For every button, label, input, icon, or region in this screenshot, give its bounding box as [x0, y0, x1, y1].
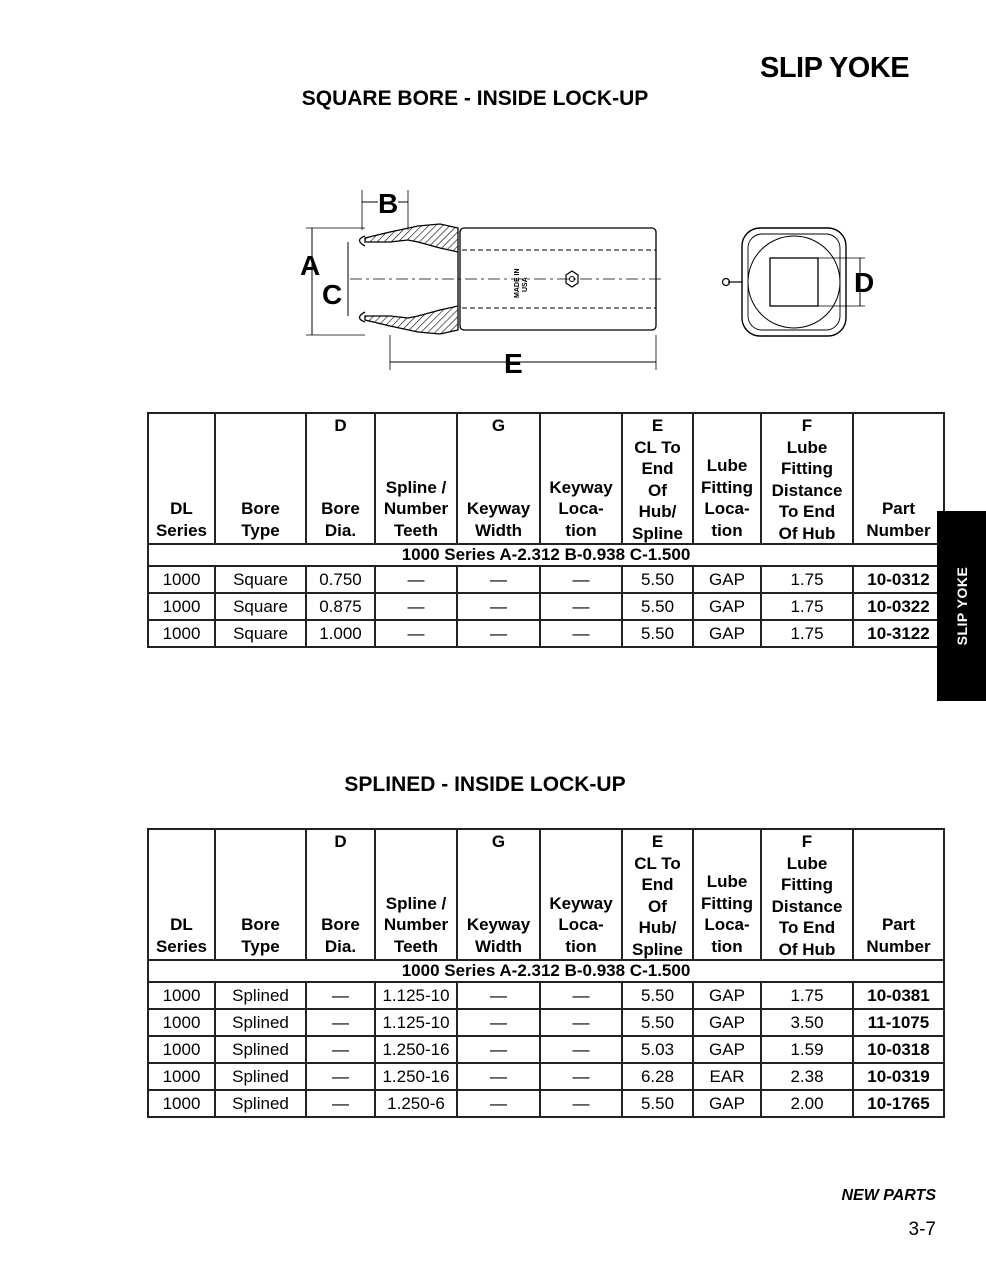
cell-lube-location: GAP — [693, 593, 761, 620]
cell-lube-distance: 2.00 — [761, 1090, 853, 1117]
cell-cl-to-end: 6.28 — [622, 1063, 693, 1090]
cell-cl-to-end: 5.50 — [622, 1009, 693, 1036]
cell-dl-series: 1000 — [148, 1009, 215, 1036]
cell-part-number: 10-0322 — [853, 593, 944, 620]
table-row — [148, 1036, 944, 1063]
cell-keyway-location: — — [540, 1009, 622, 1036]
page-title: SLIP YOKE — [760, 52, 910, 84]
dim-label-e: E — [504, 348, 523, 379]
cell-keyway-location: — — [540, 593, 622, 620]
cell-part-number: 10-0381 — [853, 982, 944, 1009]
series-spec: 1000 Series A-2.312 B-0.938 C-1.500 — [148, 544, 944, 566]
cell-bore-dia: 0.750 — [306, 566, 375, 593]
cell-bore-dia: — — [306, 1036, 375, 1063]
column-header: Bore Type — [215, 413, 306, 544]
cell-lube-distance: 1.75 — [761, 566, 853, 593]
column-header: Part Number — [853, 829, 944, 960]
cell-cl-to-end: 5.50 — [622, 566, 693, 593]
column-header: Bore Type — [215, 829, 306, 960]
series-row — [148, 960, 944, 982]
column-header: Lube Fitting Loca- tion — [693, 829, 761, 960]
cell-keyway-location: — — [540, 620, 622, 647]
column-header: Keyway Loca- tion — [540, 829, 622, 960]
cell-bore-dia: 0.875 — [306, 593, 375, 620]
cell-part-number: 11-1075 — [853, 1009, 944, 1036]
cell-dl-series: 1000 — [148, 1036, 215, 1063]
cell-cl-to-end: 5.03 — [622, 1036, 693, 1063]
upper-ear — [365, 224, 458, 252]
cell-lube-distance: 1.75 — [761, 620, 853, 647]
cell-cl-to-end: 5.50 — [622, 593, 693, 620]
column-header: G Keyway Width — [457, 829, 540, 960]
cell-keyway-width: — — [457, 620, 540, 647]
column-header: F Lube Fitting Distance To End Of Hub — [761, 413, 853, 544]
square-bore — [770, 258, 818, 306]
cell-spline-teeth: 1.125-10 — [375, 1009, 457, 1036]
cell-lube-location: GAP — [693, 982, 761, 1009]
page-number: 3-7 — [908, 1219, 936, 1240]
table-row — [148, 982, 944, 1009]
cell-lube-distance: 1.75 — [761, 982, 853, 1009]
table-row — [148, 1090, 944, 1117]
cell-bore-type: Splined — [215, 1090, 306, 1117]
cell-lube-location: GAP — [693, 1036, 761, 1063]
cell-keyway-width: — — [457, 593, 540, 620]
series-spec: 1000 Series A-2.312 B-0.938 C-1.500 — [148, 960, 944, 982]
cell-bore-dia: — — [306, 1090, 375, 1117]
slip-yoke-diagram — [290, 180, 910, 385]
column-header: Spline / Number Teeth — [375, 413, 457, 544]
cell-bore-dia: — — [306, 982, 375, 1009]
cell-keyway-location: — — [540, 1036, 622, 1063]
cell-keyway-width: — — [457, 1063, 540, 1090]
cell-lube-location: GAP — [693, 1090, 761, 1117]
cell-lube-distance: 1.75 — [761, 593, 853, 620]
cell-bore-dia: 1.000 — [306, 620, 375, 647]
splined-table — [147, 828, 945, 1118]
cell-dl-series: 1000 — [148, 566, 215, 593]
cell-bore-type: Square — [215, 566, 306, 593]
cell-dl-series: 1000 — [148, 620, 215, 647]
lower-ear — [365, 306, 458, 334]
cell-lube-location: GAP — [693, 1009, 761, 1036]
new-parts-note: NEW PARTS — [841, 1187, 936, 1204]
cell-bore-type: Splined — [215, 1036, 306, 1063]
cell-lube-location: GAP — [693, 566, 761, 593]
dim-label-c: C — [322, 279, 343, 310]
cell-keyway-location: — — [540, 566, 622, 593]
dim-label-a: A — [300, 250, 321, 281]
column-header: D Bore Dia. — [306, 829, 375, 960]
column-header: DL Series — [148, 413, 215, 544]
cell-spline-teeth: 1.250-16 — [375, 1036, 457, 1063]
column-header: Keyway Loca- tion — [540, 413, 622, 544]
cell-keyway-width: — — [457, 566, 540, 593]
cell-cl-to-end: 5.50 — [622, 620, 693, 647]
column-header: F Lube Fitting Distance To End Of Hub — [761, 829, 853, 960]
column-header: E CL To End Of Hub/ Spline — [622, 413, 693, 544]
cell-spline-teeth: 1.125-10 — [375, 982, 457, 1009]
slip-yoke-drawing — [290, 180, 910, 380]
cell-part-number: 10-1765 — [853, 1090, 944, 1117]
cell-keyway-width: — — [457, 1009, 540, 1036]
cell-keyway-location: — — [540, 982, 622, 1009]
cell-dl-series: 1000 — [148, 1090, 215, 1117]
made-in-stamp-line2: USA — [522, 277, 529, 292]
cell-spline-teeth: 1.250-16 — [375, 1063, 457, 1090]
series-row — [148, 544, 944, 566]
table-row — [148, 620, 944, 647]
column-header: Lube Fitting Loca- tion — [693, 413, 761, 544]
cell-lube-location: GAP — [693, 620, 761, 647]
side-tab — [937, 511, 986, 701]
cell-spline-teeth: — — [375, 566, 457, 593]
cell-part-number: 10-0319 — [853, 1063, 944, 1090]
cell-dl-series: 1000 — [148, 982, 215, 1009]
cell-keyway-width: — — [457, 982, 540, 1009]
dim-label-b: B — [378, 188, 399, 219]
cell-part-number: 10-0318 — [853, 1036, 944, 1063]
cell-lube-location: EAR — [693, 1063, 761, 1090]
table-row — [148, 1009, 944, 1036]
cell-bore-type: Square — [215, 620, 306, 647]
column-header: D Bore Dia. — [306, 413, 375, 544]
cell-cl-to-end: 5.50 — [622, 1090, 693, 1117]
made-in-stamp-line1: MADE IN — [514, 268, 521, 298]
cell-bore-type: Splined — [215, 1063, 306, 1090]
cell-lube-distance: 1.59 — [761, 1036, 853, 1063]
cell-bore-dia: — — [306, 1009, 375, 1036]
cell-lube-distance: 2.38 — [761, 1063, 853, 1090]
square-bore-table — [147, 412, 945, 648]
cell-part-number: 10-3122 — [853, 620, 944, 647]
table-row — [148, 1063, 944, 1090]
cell-spline-teeth: — — [375, 620, 457, 647]
cell-cl-to-end: 5.50 — [622, 982, 693, 1009]
cell-lube-distance: 3.50 — [761, 1009, 853, 1036]
cell-bore-type: Splined — [215, 982, 306, 1009]
table-row — [148, 593, 944, 620]
cell-bore-type: Square — [215, 593, 306, 620]
end-view-body — [742, 228, 846, 336]
column-header: DL Series — [148, 829, 215, 960]
cell-keyway-width: — — [457, 1090, 540, 1117]
cell-part-number: 10-0312 — [853, 566, 944, 593]
cell-keyway-location: — — [540, 1090, 622, 1117]
table-header-row — [148, 413, 944, 544]
cell-spline-teeth: — — [375, 593, 457, 620]
cell-dl-series: 1000 — [148, 1063, 215, 1090]
table-header-row — [148, 829, 944, 960]
cell-keyway-location: — — [540, 1063, 622, 1090]
column-header: Spline / Number Teeth — [375, 829, 457, 960]
cell-keyway-width: — — [457, 1036, 540, 1063]
cell-bore-dia: — — [306, 1063, 375, 1090]
column-header: E CL To End Of Hub/ Spline — [622, 829, 693, 960]
side-tab-label: SLIP YOKE — [953, 566, 970, 646]
cell-spline-teeth: 1.250-6 — [375, 1090, 457, 1117]
dim-label-d: D — [854, 267, 875, 298]
section-title-splined: SPLINED - INSIDE LOCK-UP — [344, 773, 626, 796]
table-row — [148, 566, 944, 593]
cell-dl-series: 1000 — [148, 593, 215, 620]
section-title-square-bore: SQUARE BORE - INSIDE LOCK-UP — [301, 87, 649, 110]
column-header: G Keyway Width — [457, 413, 540, 544]
column-header: Part Number — [853, 413, 944, 544]
cell-bore-type: Splined — [215, 1009, 306, 1036]
